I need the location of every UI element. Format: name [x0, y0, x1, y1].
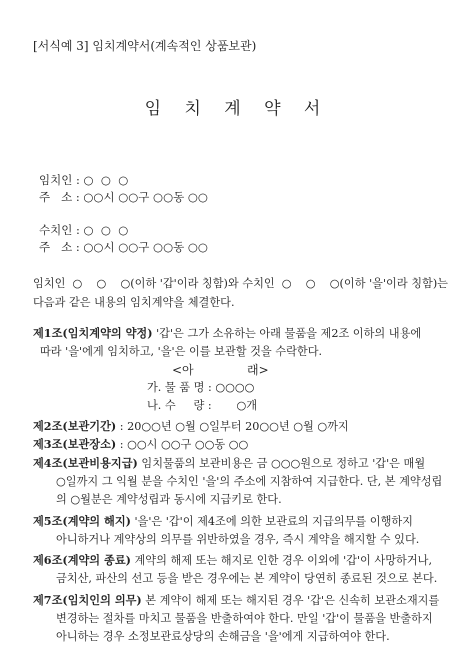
clause-3-heading: 제3조(보관장소) [33, 437, 117, 451]
clause-1-text: '갑'은 그가 소유하는 아래 물품을 제2조 이하의 내용에 [152, 327, 422, 340]
clause-7-line-3: 아니하는 경우 소정보관료상당의 손해금을 '을'에게 지급하여야 한다. [56, 630, 390, 643]
keeper-address: 주 소 : ○○시 ○○구 ○○동 ○○ [39, 240, 208, 254]
item-quantity: 나. 수 량 : ○개 [147, 399, 258, 412]
clause-6-text: 계약의 해제 또는 해지로 인한 경우 이외에 '갑'이 사망하거나, [130, 554, 433, 567]
clause-2 [33, 418, 349, 434]
clause-6-line-2: 금치산, 파산의 선고 등을 받은 경우에는 본 계약이 당연히 종료된 것으로 본다. [56, 572, 438, 585]
clause-4-text: 임치물품의 보관비용은 금 ○○○원으로 정하고 '갑'은 매월 [137, 457, 426, 470]
depositor-name: 임치인 : ○ ○ ○ [39, 173, 129, 187]
clause-7-heading: 제7조(임치인의 의무) [33, 593, 142, 607]
clause-6-heading: 제6조(계약의 종료) [33, 553, 131, 567]
clause-1-line-2: 따라 '을'에게 임치하고, '을'은 이를 보관할 것을 수락한다. [40, 345, 323, 358]
below-heading: <아 래> [172, 363, 269, 377]
clause-5-text: '을'은 '갑'이 제4조에 의한 보관료의 지급의무를 이행하지 [130, 515, 413, 528]
clause-2-text: : 20○○년 ○월 ○일부터 20○○년 ○월 ○까지 [116, 420, 349, 433]
clause-4-heading: 제4조(보관비용지급) [33, 456, 138, 470]
clause-6 [33, 552, 432, 568]
clause-7 [33, 592, 439, 608]
keeper-name: 수치인 : ○ ○ ○ [39, 223, 129, 237]
clause-3 [33, 436, 248, 452]
clause-5 [33, 513, 413, 529]
item-name: 가. 물 품 명 : ○○○○ [147, 381, 255, 394]
clause-7-text: 본 계약이 해제 또는 해지된 경우 '갑'은 신속히 보관소재지를 [141, 594, 440, 607]
clause-4-line-3: 의 ○월분은 계약성립과 동시에 지급키로 한다. [56, 493, 282, 506]
form-label: [서식예 3] 임치계약서(계속적인 상품보관) [33, 39, 257, 53]
clause-4 [33, 455, 425, 471]
clause-7-line-2: 변경하는 절차를 마치고 물품을 반출하여야 한다. 만일 '갑'이 물품을 반출하지 [56, 612, 433, 625]
clause-5-line-2: 아니하거나 계약상의 의무를 위반하였을 경우, 즉시 계약을 해지할 수 있다. [56, 533, 420, 546]
intro-line-1: 임치인 ○ ○ ○(이하 '갑'이라 칭함)와 수치인 ○ ○ ○(이하 '을'이라 칭함)는 [33, 277, 448, 290]
clause-3-text: : ○○시 ○○구 ○○동 ○○ [116, 438, 249, 451]
clause-2-heading: 제2조(보관기간) [33, 419, 117, 433]
clause-1-heading: 제1조(임치계약의 약정) [33, 326, 153, 340]
clause-4-line-2: ○일까지 그 익월 분을 수치인 '을'의 주소에 지참하여 지급한다. 단, 본 계약성립 [56, 475, 443, 488]
document-title: 임 치 계 약 서 [144, 99, 330, 119]
depositor-address: 주 소 : ○○시 ○○구 ○○동 ○○ [39, 190, 208, 204]
intro-line-2: 다음과 같은 내용의 임치계약을 체결한다. [33, 296, 235, 309]
clause-1 [33, 325, 421, 341]
clause-5-heading: 제5조(계약의 해지) [33, 514, 131, 528]
